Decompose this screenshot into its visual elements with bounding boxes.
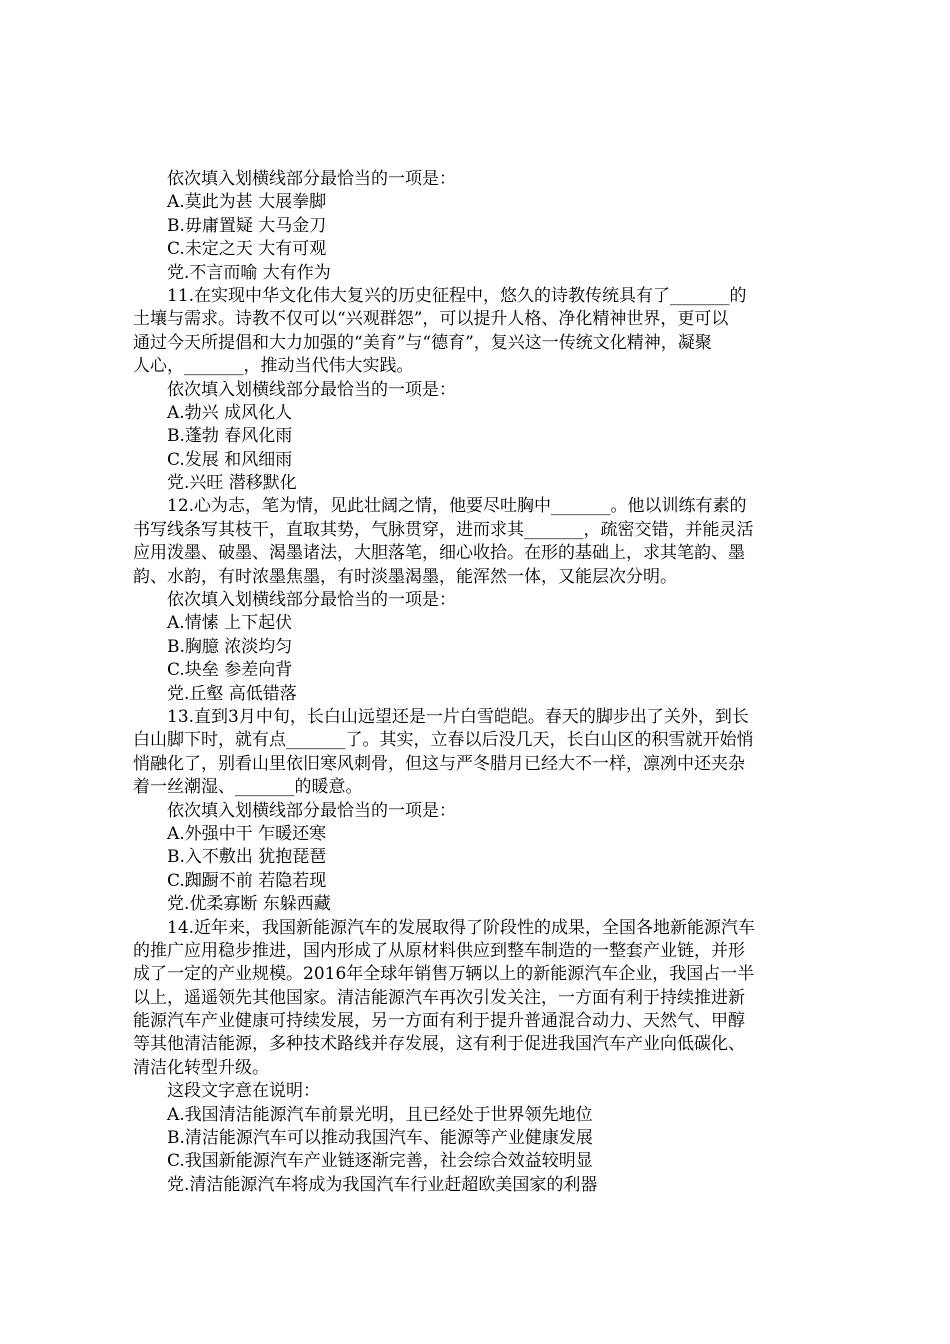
question-text-line: 应用泼墨、破墨、渴墨诸法，大胆落笔，细心收拾。在形的基础上，求其笔韵、墨 bbox=[133, 543, 745, 564]
question-text-line: 能源汽车产业健康可持续发展，另一方面有利于提升普通混合动力、天然气、甲醇 bbox=[133, 1011, 745, 1032]
option-d: 党.丘壑 高低错落 bbox=[167, 683, 297, 704]
question-prompt: 依次填入划横线部分最恰当的一项是： bbox=[167, 379, 456, 400]
question-text-line: 白山脚下时，就有点_______了。其实，立春以后没几天，长白山区的积雪就开始悄 bbox=[133, 730, 754, 751]
question-text-line: 14.近年来，我国新能源汽车的发展取得了阶段性的成果，全国各地新能源汽车 bbox=[167, 917, 756, 938]
option-d: 党.兴旺 潜移默化 bbox=[167, 473, 297, 494]
question-text-line: 通过今天所提倡和大力加强的“美育”与“德育”，复兴这一传统文化精神，凝聚 bbox=[133, 332, 712, 353]
question-13 bbox=[133, 706, 833, 917]
question-prompt: 依次填入划横线部分最恰当的一项是： bbox=[167, 590, 456, 611]
option-b: B.入不敷出 犹抱琵琶 bbox=[167, 847, 327, 868]
option-a: A.莫此为甚 大展拳脚 bbox=[167, 192, 327, 213]
question-text-line: 13.直到3月中旬，长白山远望还是一片白雪皑皑。春天的脚步出了关外，到长 bbox=[167, 706, 749, 727]
question-text-line: 成了一定的产业规模。2016年全球年销售万辆以上的新能源汽车企业，我国占一半 bbox=[133, 964, 755, 985]
option-d: 党.不言而喻 大有作为 bbox=[167, 262, 331, 283]
option-b: B.毋庸置疑 大马金刀 bbox=[167, 215, 327, 236]
option-d: 党.清洁能源汽车将成为我国汽车行业赶超欧美国家的利器 bbox=[167, 1174, 598, 1195]
question-prompt: 这段文字意在说明： bbox=[167, 1081, 320, 1102]
question-text-line: 12.心为志，笔为情，见此壮阔之情，他要尽吐胸中_______。他以训练有素的 bbox=[167, 496, 747, 517]
question-text-line: 书写线条写其枝干，直取其势，气脉贯穿，进而求其_______，疏密交错，并能灵活 bbox=[133, 519, 754, 540]
question-text-line: 悄融化了，别看山里依旧寒风刺骨，但这与严冬腊月已经大不一样，凛冽中还夹杂 bbox=[133, 753, 745, 774]
option-c: C.块垒 参差向背 bbox=[167, 660, 293, 681]
question-text-line: 着一丝潮湿、_______的暖意。 bbox=[133, 777, 363, 798]
question-text-line: 土壤与需求。诗教不仅可以“兴观群怨”，可以提升人格、净化精神世界，更可以 bbox=[133, 309, 729, 330]
question-10 bbox=[133, 168, 833, 285]
question-11 bbox=[133, 285, 833, 496]
question-text-line: 人心，_______，推动当代伟大实践。 bbox=[133, 356, 414, 377]
question-text-line: 的推广应用稳步推进，国内形成了从原材料供应到整车制造的一整套产业链，并形 bbox=[133, 940, 745, 961]
option-c: C.未定之天 大有可观 bbox=[167, 239, 327, 260]
document-body bbox=[133, 168, 833, 1197]
option-b: B.清洁能源汽车可以推动我国汽车、能源等产业健康发展 bbox=[167, 1128, 593, 1149]
question-12 bbox=[133, 495, 833, 706]
option-c: C.踟蹰不前 若隐若现 bbox=[167, 870, 327, 891]
option-c: C.发展 和风细雨 bbox=[167, 449, 293, 470]
option-a: A.勃兴 成风化人 bbox=[167, 402, 293, 423]
question-14 bbox=[133, 917, 833, 1198]
option-d: 党.优柔寡断 东躲西藏 bbox=[167, 894, 331, 915]
question-text-line: 以上，遥遥领先其他国家。清洁能源汽车再次引发关注，一方面有利于持续推进新 bbox=[133, 987, 745, 1008]
option-a: A.外强中干 乍暖还寒 bbox=[167, 823, 327, 844]
question-prompt: 依次填入划横线部分最恰当的一项是： bbox=[167, 800, 456, 821]
question-prompt: 依次填入划横线部分最恰当的一项是： bbox=[167, 169, 456, 189]
option-b: B.胸臆 浓淡均匀 bbox=[167, 636, 293, 657]
question-text-line: 等其他清洁能源，多种技术路线并存发展，这有利于促进我国汽车产业向低碳化、 bbox=[133, 1034, 745, 1055]
question-text-line: 11.在实现中华文化伟大复兴的历史征程中，悠久的诗教传统具有了_______的 bbox=[167, 285, 747, 306]
question-text-line: 韵、水韵，有时浓墨焦墨，有时淡墨渴墨，能浑然一体，又能层次分明。 bbox=[133, 566, 677, 587]
question-text-line: 清洁化转型升级。 bbox=[133, 1057, 269, 1078]
option-a: A.我国清洁能源汽车前景光明，且已经处于世界领先地位 bbox=[167, 1104, 593, 1125]
option-a: A.情愫 上下起伏 bbox=[167, 613, 293, 634]
option-c: C.我国新能源汽车产业链逐渐完善，社会综合效益较明显 bbox=[167, 1151, 593, 1172]
option-b: B.蓬勃 春风化雨 bbox=[167, 426, 293, 447]
